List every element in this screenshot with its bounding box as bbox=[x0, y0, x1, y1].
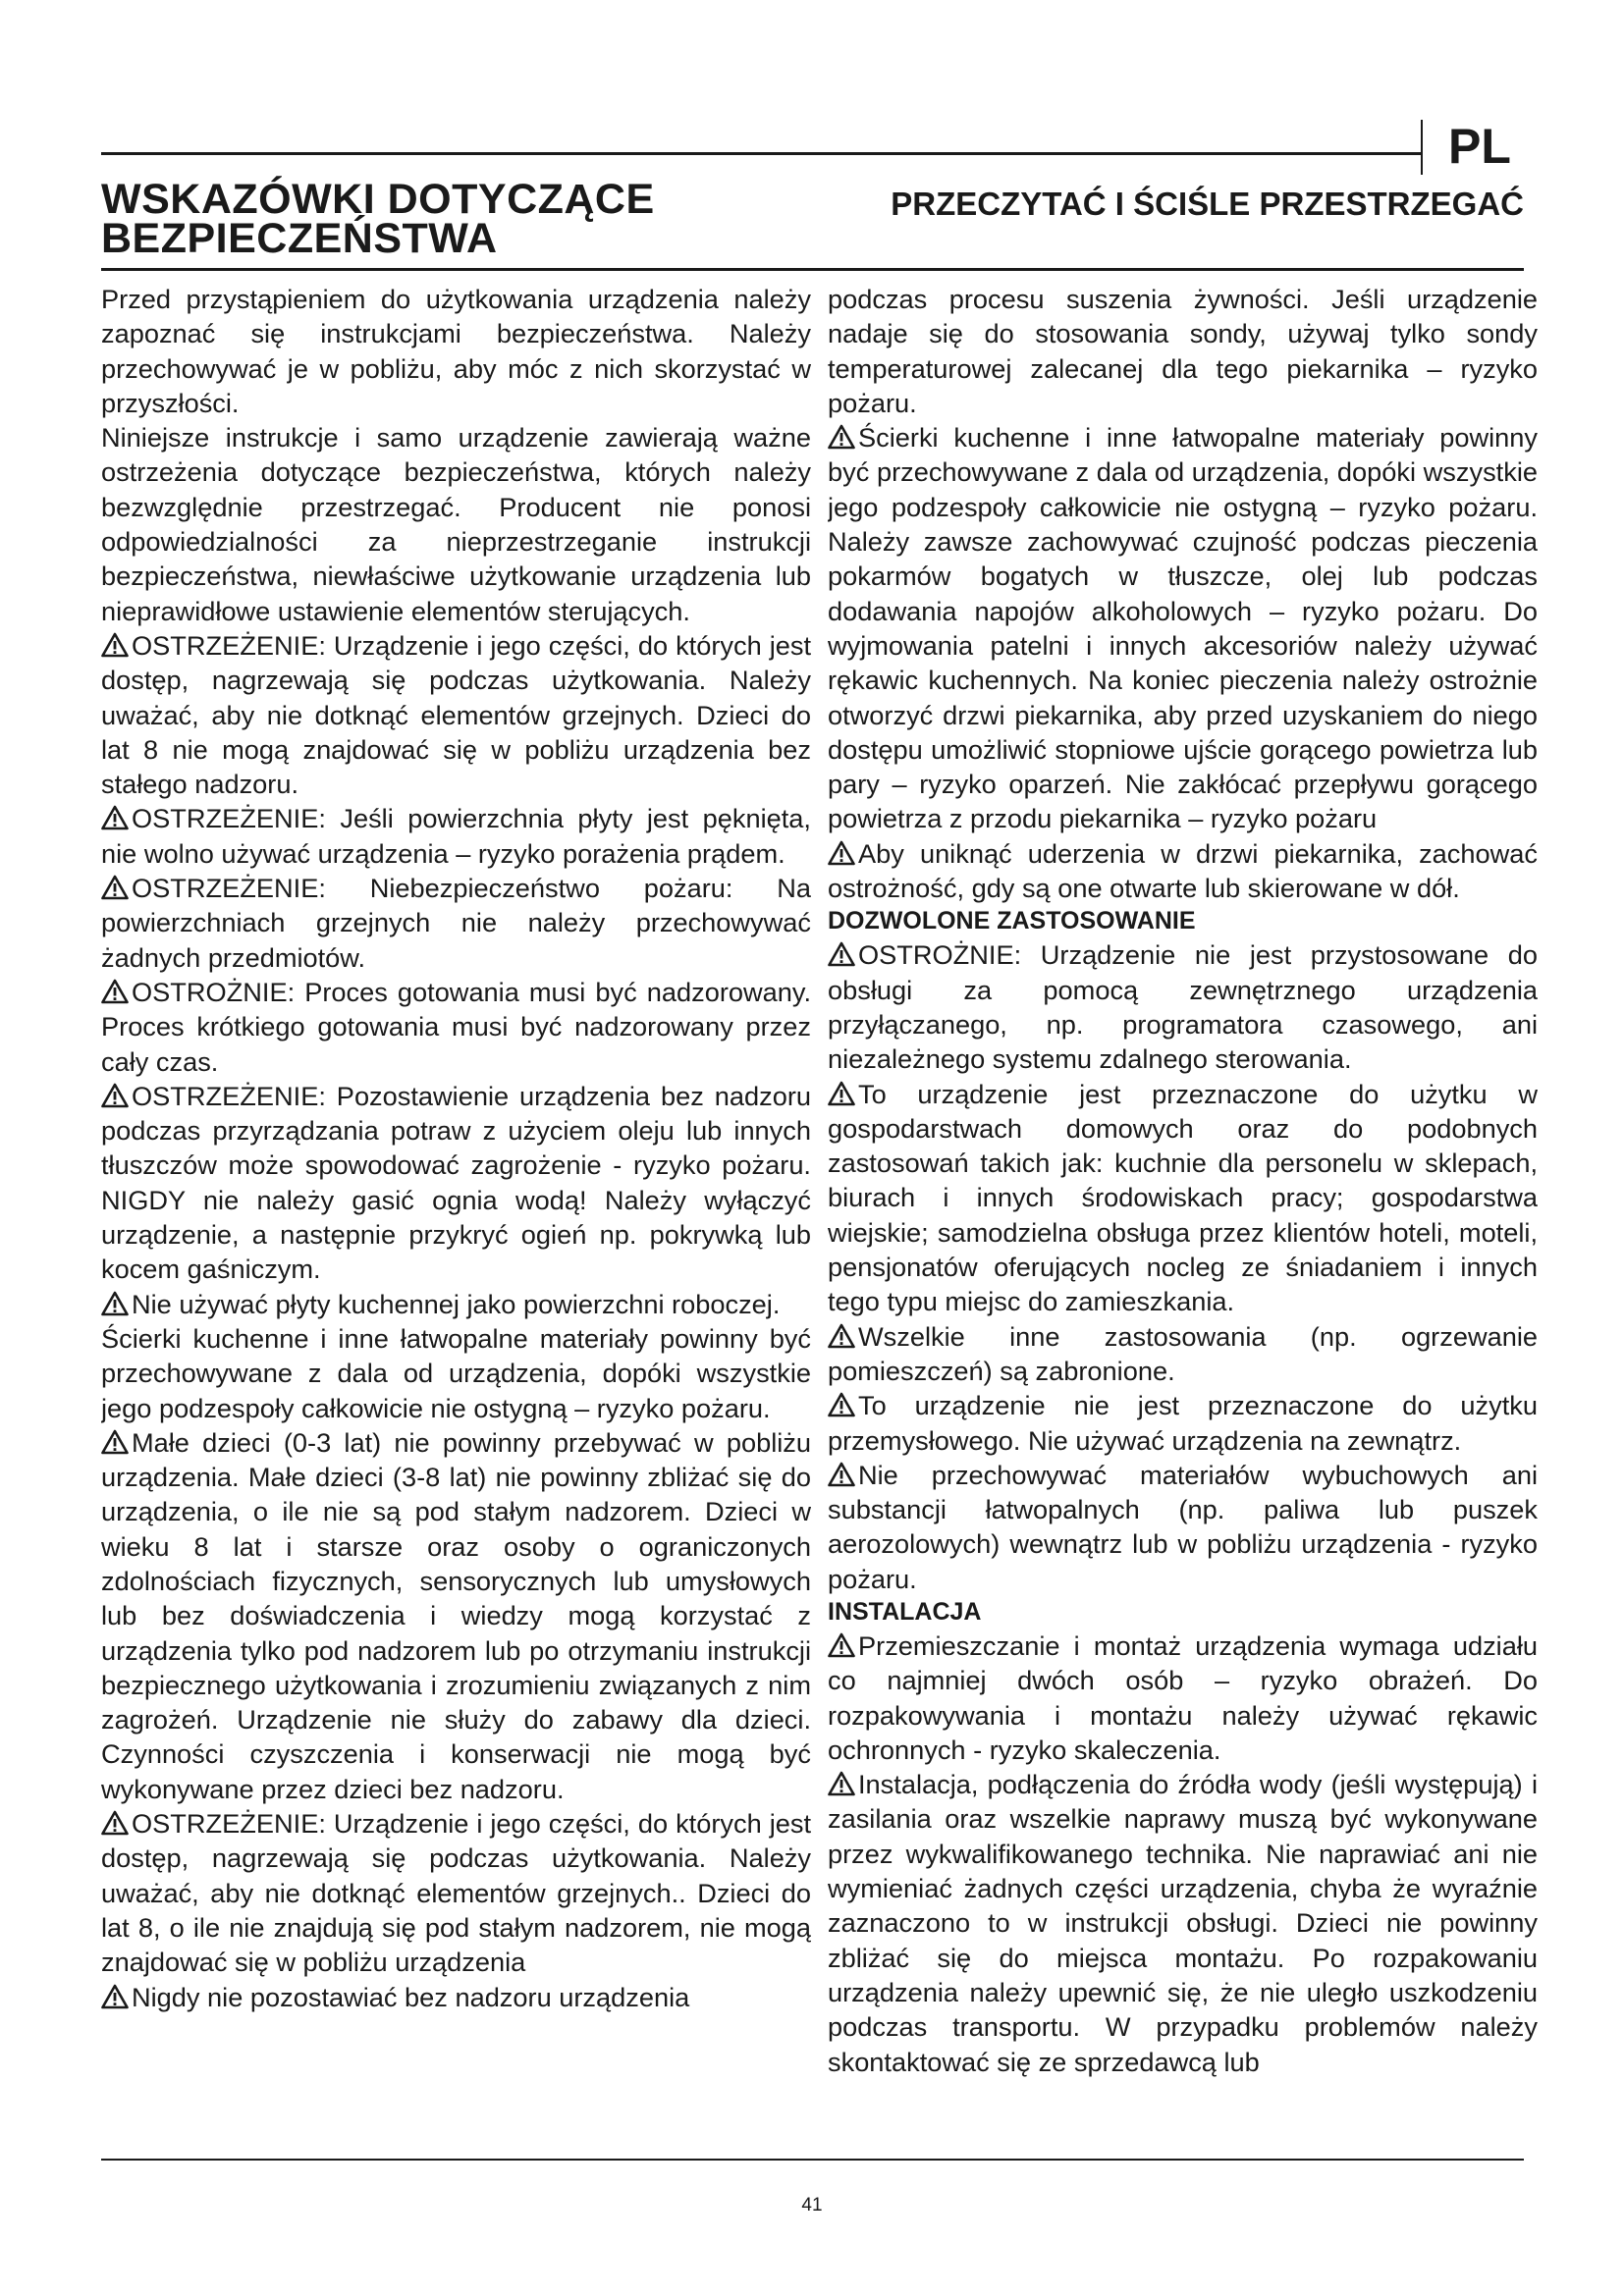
left-column bbox=[101, 282, 811, 2137]
paragraph-text: OSTRZEŻENIE: Urządzenie i jego części, do których jest dostęp, nagrzewają się podczas użytkowania. Należy uważać, aby nie dotknąć elementów grzejnych.. Dzieci do lat 8, o ile nie znajdują się pod stałym nadzorem, nie mogą znajdować się w pobliżu urządzenia bbox=[101, 1808, 811, 1978]
warning-triangle-icon bbox=[828, 941, 855, 967]
paragraph-text: Ścierki kuchenne i inne łatwopalne materiały powinny być przechowywane z dala od urządzenia, dopóki wszystkie jego podzespoły całkowicie nie ostygną – ryzyko pożaru. bbox=[101, 1322, 811, 1423]
warning-triangle-icon bbox=[828, 1392, 855, 1417]
left-paragraph bbox=[101, 420, 811, 628]
paragraph-text: Nie używać płyty kuchennej jako powierzchni roboczej. bbox=[132, 1288, 781, 1319]
warning-triangle-icon bbox=[828, 1632, 855, 1658]
warning-triangle-icon bbox=[101, 1083, 129, 1108]
paragraph-text: Przed przystąpieniem do użytkowania urządzenia należy zapoznać się instrukcjami bezpieczeństwa. Należy przechowywać je w pobliżu, aby móc z nich skorzystać w przyszłości. bbox=[101, 284, 811, 418]
right-warning-paragraph bbox=[828, 1077, 1538, 1319]
top-rule-tick bbox=[1421, 120, 1423, 175]
right-section-heading bbox=[828, 905, 1538, 937]
paragraph-text: Nigdy nie pozostawiać bez nadzoru urządzenia bbox=[132, 1981, 690, 2012]
paragraph-text: To urządzenie nie jest przeznaczone do użytku przemysłowego. Nie używać urządzenia na zewnątrz. bbox=[828, 1390, 1538, 1456]
left-warning-paragraph bbox=[101, 1079, 811, 1287]
right-warning-paragraph bbox=[828, 937, 1538, 1076]
heading-text: DOZWOLONE ZASTOSOWANIE bbox=[828, 907, 1196, 935]
right-warning-paragraph bbox=[828, 420, 1538, 836]
warning-triangle-icon bbox=[101, 1291, 129, 1316]
warning-triangle-icon bbox=[101, 632, 129, 658]
heading-text: INSTALACJA bbox=[828, 1597, 982, 1626]
language-code: PL bbox=[1448, 119, 1511, 174]
warning-triangle-icon bbox=[101, 1810, 129, 1836]
footer-rule bbox=[101, 2159, 1524, 2161]
page-number: 41 bbox=[801, 2195, 823, 2216]
paragraph-text: OSTRZEŻENIE: Jeśli powierzchnia płyty jest pęknięta, nie wolno używać urządzenia – ryzyko porażenia prądem. bbox=[101, 803, 811, 869]
paragraph-text: To urządzenie jest przeznaczone do użytku w gospodarstwach domowych oraz do podobnych zastosowań takich jak: kuchnie dla personelu w sklepach, biurach i innych środowiskach pracy; gospodarstwa wiejskie; samodzielna obsługa przez klientów hoteli, moteli, pensjonatów oferujących nocleg ze śniadaniem i innych tego typu miejsc do zamieszkania. bbox=[828, 1078, 1538, 1317]
left-warning-paragraph bbox=[101, 871, 811, 975]
paragraph-text: Instalacja, podłączenia do źródła wody (jeśli występują) i zasilania oraz wszelkie naprawy muszą być wykonywane przez wykwalifikowanego technika. Nie naprawiać ani nie wymieniać żadnych części urządzenia, chyba że wyraźnie zaznaczono to w instrukcji obsługi. Dzieci nie powinny zbliżać się do miejsca montażu. Po rozpakowaniu urządzenia należy upewnić się, że nie uległo uszkodzeniu podczas transportu. W przypadku problemów należy skontaktować się ze sprzedawcą lub bbox=[828, 1769, 1538, 2077]
right-warning-paragraph bbox=[828, 836, 1538, 906]
right-section-heading bbox=[828, 1596, 1538, 1629]
top-rule bbox=[101, 152, 1422, 155]
right-warning-paragraph bbox=[828, 1319, 1538, 1389]
paragraph-text: podczas procesu suszenia żywności. Jeśli urządzenie nadaje się do stosowania sondy, używaj tylko sondy temperaturowej zalecanej dla tego piekarnika – ryzyko pożaru. bbox=[828, 284, 1538, 418]
left-warning-paragraph bbox=[101, 1806, 811, 1979]
warning-triangle-icon bbox=[828, 1323, 855, 1349]
paragraph-text: Aby uniknąć uderzenia w drzwi piekarnika, zachować ostrożność, gdy są one otwarte lub skierowane w dół. bbox=[828, 837, 1538, 904]
left-warning-paragraph bbox=[101, 801, 811, 871]
left-warning-paragraph bbox=[101, 975, 811, 1079]
paragraph-text: OSTRZEŻENIE: Pozostawienie urządzenia bez nadzoru podczas przyrządzania potraw z użyciem oleju lub innych tłuszczów może spowodować zagrożenie - ryzyko pożaru. NIGDY nie należy gasić ognia wodą! Należy wyłączyć urządzenie, a następnie przykryć ogień np. pokrywką lub kocem gaśniczym. bbox=[101, 1080, 811, 1285]
right-column bbox=[828, 282, 1538, 2137]
right-warning-paragraph bbox=[828, 1629, 1538, 1767]
page-title: WSKAZÓWKI DOTYCZĄCE BEZPIECZEŃSTWA bbox=[101, 176, 655, 262]
warning-triangle-icon bbox=[101, 979, 129, 1004]
right-warning-paragraph bbox=[828, 1388, 1538, 1458]
warning-triangle-icon bbox=[101, 805, 129, 830]
left-warning-paragraph bbox=[101, 628, 811, 801]
right-paragraph bbox=[828, 282, 1538, 420]
page-subtitle: PRZECZYTAĆ I ŚCIŚLE PRZESTRZEGAĆ bbox=[891, 186, 1524, 222]
warning-triangle-icon bbox=[828, 840, 855, 866]
warning-triangle-icon bbox=[101, 1429, 129, 1455]
left-warning-paragraph bbox=[101, 1980, 811, 2014]
paragraph-text: Ścierki kuchenne i inne łatwopalne materiały powinny być przechowywane z dala od urządzenia, dopóki wszystkie jego podzespoły całkowicie nie ostygną – ryzyko pożaru. Należy zawsze zachowywać czujność podczas pieczenia pokarmów bogatych w tłuszcze, olej lub podczas dodawania napojów alkoholowych – ryzyko pożaru. Do wyjmowania patelni i innych akcesoriów należy używać rękawic kuchennych. Na koniec pieczenia należy ostrożnie otworzyć drzwi piekarnika, aby przed uzyskaniem do niego dostępu umożliwić stopniowe ujście gorącego powietrza lub pary – ryzyko oparzeń. Nie zakłócać przepływu gorącego powietrza z przodu piekarnika – ryzyko pożaru bbox=[828, 422, 1538, 834]
left-warning-paragraph bbox=[101, 1287, 811, 1321]
left-paragraph bbox=[101, 1321, 811, 1425]
right-warning-paragraph bbox=[828, 1458, 1538, 1596]
paragraph-text: OSTROŻNIE: Proces gotowania musi być nadzorowany. Proces krótkiego gotowania musi być nadzorowany przez cały czas. bbox=[101, 976, 811, 1077]
paragraph-text: Nie przechowywać materiałów wybuchowych ani substancji łatwopalnych (np. paliwa lub puszek aerozolowych) wewnątrz lub w pobliżu urządzenia - ryzyko pożaru. bbox=[828, 1459, 1538, 1594]
right-warning-paragraph bbox=[828, 1767, 1538, 2079]
paragraph-text: Przemieszczanie i montaż urządzenia wymaga udziału co najmniej dwóch osób – ryzyko obrażeń. Do rozpakowywania i montażu należy używać rękawic ochronnych - ryzyko skaleczenia. bbox=[828, 1629, 1538, 1765]
paragraph-text: Niniejsze instrukcje i samo urządzenie zawierają ważne ostrzeżenia dotyczące bezpieczeństwa, których należy bezwzględnie przestrzegać. Producent nie ponosi odpowiedzialności za nieprzestrzeganie instrukcji bezpieczeństwa, niewłaściwe użytkowanie urządzenia lub nieprawidłowe ustawienie elementów sterujących. bbox=[101, 422, 811, 626]
warning-triangle-icon bbox=[828, 1081, 855, 1106]
warning-triangle-icon bbox=[828, 1771, 855, 1796]
left-warning-paragraph bbox=[101, 1425, 811, 1806]
paragraph-text: Małe dzieci (0-3 lat) nie powinny przebywać w pobliżu urządzenia. Małe dzieci (3-8 lat) nie powinny zbliżać się do urządzenia, o ile nie są pod stałym nadzorem. Dzieci w wieku 8 lat i starsze oraz osoby o ograniczonych zdolnościach fizycznych, sensorycznych lub umysłowych lub bez doświadczenia i wiedzy mogą korzystać z urządzenia tylko pod nadzorem lub po otrzymaniu instrukcji bezpiecznego użytkowania i zrozumieniu związanych z nim zagrożeń. Urządzenie nie służy do zabawy dla dzieci. Czynności czyszczenia i konserwacji nie mogą być wykonywane przez dzieci bez nadzoru. bbox=[101, 1426, 811, 1804]
warning-triangle-icon bbox=[828, 424, 855, 450]
paragraph-text: OSTRZEŻENIE: Urządzenie i jego części, do których jest dostęp, nagrzewają się podczas użytkowania. Należy uważać, aby nie dotknąć elementów grzejnych. Dzieci do lat 8 nie mogą znajdować się w pobliżu urządzenia bez stałego nadzoru. bbox=[101, 629, 811, 800]
paragraph-text: Wszelkie inne zastosowania (np. ogrzewanie pomieszczeń) są zabronione. bbox=[828, 1320, 1538, 1386]
paragraph-text: OSTRZEŻENIE: Niebezpieczeństwo pożaru: Na powierzchniach grzejnych nie należy przechowywać żadnych przedmiotów. bbox=[101, 873, 811, 973]
warning-triangle-icon bbox=[101, 875, 129, 900]
paragraph-text: OSTROŻNIE: Urządzenie nie jest przystosowane do obsługi za pomocą zewnętrznego urządzenia przyłączanego, np. programatora czasowego, ani niezależnego systemu zdalnego sterowania. bbox=[828, 939, 1538, 1075]
header-rule bbox=[101, 268, 1524, 271]
warning-triangle-icon bbox=[101, 1984, 129, 2009]
warning-triangle-icon bbox=[828, 1462, 855, 1487]
left-paragraph bbox=[101, 282, 811, 420]
